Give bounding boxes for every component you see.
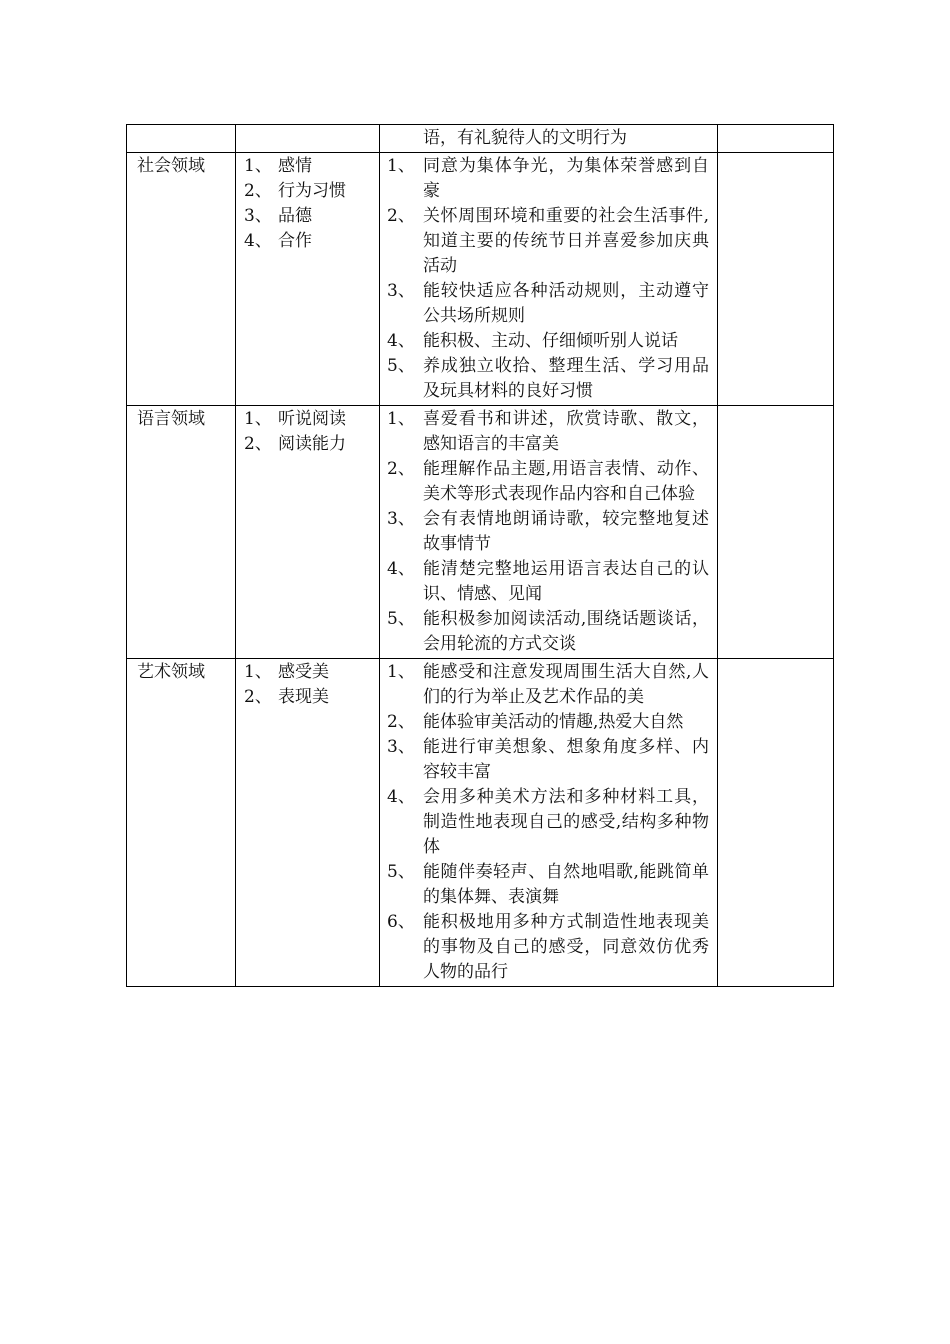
aspect-item <box>244 154 379 179</box>
table-row-continued <box>127 125 834 153</box>
domain-name: 语言领域 <box>127 406 236 659</box>
goal-text: 喜爱看书和讲述，欣赏诗歌、散文，感知语言的丰富美 <box>423 409 709 454</box>
aspect-list <box>236 153 380 406</box>
table-row <box>127 659 834 987</box>
aspect-number: 1、 <box>244 409 272 429</box>
goal-number: 3、 <box>387 281 415 301</box>
aspect-item <box>244 229 379 254</box>
goal-number: 2、 <box>387 712 415 732</box>
goal-item <box>387 279 709 329</box>
remark-cell <box>718 125 834 153</box>
aspect-number: 2、 <box>244 434 272 454</box>
aspect-item <box>244 685 379 710</box>
aspect-number: 2、 <box>244 687 272 707</box>
goal-number: 2、 <box>387 206 415 226</box>
goal-number: 1、 <box>387 662 415 682</box>
goal-item <box>387 407 709 457</box>
goal-number: 5、 <box>387 609 415 629</box>
domain-name: 艺术领域 <box>127 659 236 987</box>
table-body <box>127 125 834 987</box>
goal-number: 5、 <box>387 356 415 376</box>
aspect-text: 阅读能力 <box>278 434 346 454</box>
goal-item <box>387 507 709 557</box>
goal-number: 3、 <box>387 509 415 529</box>
goal-cell-continued <box>380 125 718 153</box>
goal-item <box>387 204 709 279</box>
remark-cell <box>718 406 834 659</box>
goal-item <box>387 354 709 404</box>
aspect-text: 表现美 <box>278 687 329 707</box>
goal-list <box>380 153 718 406</box>
aspect-text: 感情 <box>278 156 312 176</box>
aspect-item <box>244 204 379 229</box>
table-row <box>127 153 834 406</box>
goal-text: 能清楚完整地运用语言表达自己的认识、情感、见闻 <box>423 559 709 604</box>
goal-item <box>387 860 709 910</box>
goal-item <box>387 329 709 354</box>
goal-number: 3、 <box>387 737 415 757</box>
goal-item <box>387 607 709 657</box>
remark-cell <box>718 153 834 406</box>
goal-item <box>387 660 709 710</box>
goal-number: 4、 <box>387 787 415 807</box>
aspect-list <box>236 659 380 987</box>
goal-number: 5、 <box>387 862 415 882</box>
goal-number: 4、 <box>387 559 415 579</box>
aspect-item <box>244 660 379 685</box>
aspect-number: 1、 <box>244 156 272 176</box>
goal-text: 会用多种美术方法和多种材料工具，制造性地表现自己的感受,结构多种物体 <box>423 787 709 857</box>
domain-name: 社会领域 <box>127 153 236 406</box>
aspect-cell-empty <box>236 125 380 153</box>
aspect-list <box>236 406 380 659</box>
goal-list <box>380 406 718 659</box>
goal-item <box>387 457 709 507</box>
goal-number: 1、 <box>387 409 415 429</box>
goal-item <box>387 557 709 607</box>
goal-text: 会有表情地朗诵诗歌，较完整地复述故事情节 <box>423 509 709 554</box>
goal-number: 1、 <box>387 156 415 176</box>
goal-text: 能进行审美想象、想象角度多样、内容较丰富 <box>423 737 709 782</box>
aspect-number: 4、 <box>244 231 272 251</box>
goal-item <box>387 785 709 860</box>
aspect-number: 1、 <box>244 662 272 682</box>
goal-text: 能理解作品主题,用语言表情、动作、美术等形式表现作品内容和自己体验 <box>423 459 709 504</box>
goal-text: 能随伴奏轻声、自然地唱歌,能跳简单的集体舞、表演舞 <box>423 862 709 907</box>
aspect-number: 2、 <box>244 181 272 201</box>
goal-text: 能体验审美活动的情趣,热爱大自然 <box>423 712 684 732</box>
goal-number: 6、 <box>387 912 415 932</box>
goal-item <box>387 910 709 985</box>
aspect-item <box>244 179 379 204</box>
goal-text: 能积极参加阅读活动,围绕话题谈话，会用轮流的方式交谈 <box>423 609 709 654</box>
aspect-item <box>244 407 379 432</box>
goal-text: 能较快适应各种活动规则，主动遵守公共场所规则 <box>423 281 709 326</box>
goal-item <box>387 735 709 785</box>
table-row <box>127 406 834 659</box>
aspect-text: 行为习惯 <box>278 181 346 201</box>
aspect-item <box>244 432 379 457</box>
aspect-text: 感受美 <box>278 662 329 682</box>
goal-text: 能积极地用多种方式制造性地表现美的事物及自己的感受，同意效仿优秀人物的品行 <box>423 912 709 982</box>
aspect-text: 品德 <box>278 206 312 226</box>
goal-text: 养成独立收拾、整理生活、学习用品及玩具材料的良好习惯 <box>423 356 709 401</box>
goal-number: 2、 <box>387 459 415 479</box>
goal-text: 能感受和注意发现周围生活大自然,人们的行为举止及艺术作品的美 <box>423 662 709 707</box>
goal-number: 4、 <box>387 331 415 351</box>
goal-text: 能积极、主动、仔细倾听别人说话 <box>423 331 678 351</box>
goal-continuation-text: 语，有礼貌待人的文明行为 <box>423 128 627 148</box>
goal-text: 同意为集体争光，为集体荣誉感到自豪 <box>423 156 709 201</box>
aspect-text: 听说阅读 <box>278 409 346 429</box>
goal-list <box>380 659 718 987</box>
remark-cell <box>718 659 834 987</box>
goal-item <box>387 710 709 735</box>
domain-cell-empty <box>127 125 236 153</box>
curriculum-table <box>126 124 834 987</box>
aspect-number: 3、 <box>244 206 272 226</box>
goal-item <box>387 154 709 204</box>
aspect-text: 合作 <box>278 231 312 251</box>
goal-text: 关怀周围环境和重要的社会生活事件,知道主要的传统节日并喜爱参加庆典活动 <box>423 206 709 276</box>
